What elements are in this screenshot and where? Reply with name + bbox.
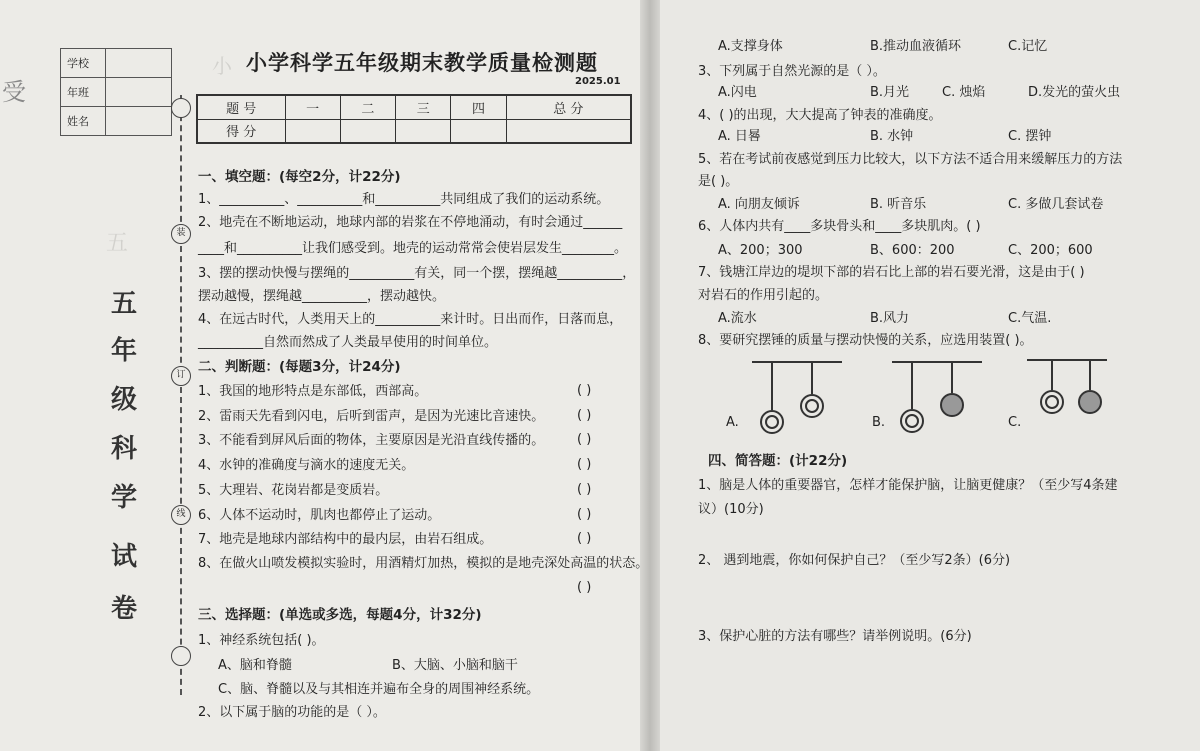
choice-option[interactable]: B.推动血液循环 bbox=[870, 39, 962, 54]
answer-blank[interactable]: ( ) bbox=[577, 482, 592, 497]
short-answer-question: 3、保护心脏的方法有哪些？请举例说明。(6分) bbox=[698, 629, 972, 644]
score-cell[interactable] bbox=[285, 119, 340, 143]
page-fold bbox=[640, 0, 660, 751]
choice-question: 4、( )的出现，大大提高了钟表的准确度。 bbox=[698, 108, 942, 123]
choice-option[interactable]: D.发光的萤火虫 bbox=[1028, 85, 1121, 100]
fill-blank-line: __________自然而然成了人类最早使用的时间单位。 bbox=[198, 335, 498, 350]
binding-hole bbox=[171, 646, 191, 666]
choice-option[interactable]: C. 多做几套试卷 bbox=[1008, 197, 1104, 212]
choice-option[interactable]: B. 水钟 bbox=[870, 129, 914, 144]
judge-item: 8、在做火山喷发模拟实验时，用酒精灯加热，模拟的是地壳深处高温的状态。 bbox=[198, 556, 649, 571]
judge-item: 3、不能看到屏风后面的物体，主要原因是光沿直线传播的。 bbox=[198, 433, 545, 448]
show-through-mark: 受 bbox=[2, 78, 26, 106]
choice-question: 8、要研究摆锤的质量与摆动快慢的关系，应选用装置( )。 bbox=[698, 333, 1033, 348]
section3-heading: 三、选择题：(单选或多选，每题4分，计32分) bbox=[198, 607, 482, 623]
choice-option[interactable]: C. 烛焰 bbox=[942, 85, 986, 100]
choice-option[interactable]: C、脑、脊髓以及与其相连并遍布全身的周围神经系统。 bbox=[218, 682, 540, 697]
student-info-box bbox=[60, 48, 172, 136]
section2-heading: 二、判断题：(每题3分，计24分) bbox=[198, 359, 401, 375]
choice-option[interactable]: A、脑和脊髓 bbox=[218, 658, 292, 673]
score-header-cell: 三 bbox=[396, 95, 451, 119]
choice-option[interactable]: B. 听音乐 bbox=[870, 197, 927, 212]
judge-item: 7、地壳是地球内部结构中的最内层，由岩石组成。 bbox=[198, 532, 493, 547]
short-answer-question: 2、 遇到地震，你如何保护自己？（至少写2条）(6分) bbox=[698, 553, 1011, 568]
score-cell[interactable] bbox=[506, 119, 631, 143]
exam-title: 小学科学五年级期末教学质量检测题 bbox=[246, 51, 598, 75]
fill-blank-line: 4、在远古时代，人类用天上的__________来计时。日出而作，日落而息， bbox=[198, 312, 623, 327]
vertical-title-char: 试 bbox=[110, 542, 137, 572]
score-row-label: 得 分 bbox=[197, 119, 285, 143]
choice-question: 1、神经系统包括( )。 bbox=[198, 633, 325, 648]
choice-option[interactable]: C、200；600 bbox=[1008, 243, 1093, 258]
answer-blank[interactable]: ( ) bbox=[577, 408, 592, 423]
fill-blank-line: 摆动越慢，摆绳越__________，摆动越快。 bbox=[198, 289, 446, 304]
score-cell[interactable] bbox=[451, 119, 506, 143]
answer-blank[interactable]: ( ) bbox=[577, 531, 592, 546]
class-label: 年班 bbox=[61, 78, 106, 107]
judge-item: 2、雷雨天先看到闪电，后听到雷声，是因为光速比音速快。 bbox=[198, 409, 545, 424]
binding-hole: 装 bbox=[171, 224, 191, 244]
answer-blank[interactable]: ( ) bbox=[577, 507, 592, 522]
vertical-title-char: 级 bbox=[110, 385, 137, 415]
choice-option[interactable]: C.记忆 bbox=[1008, 39, 1048, 54]
choice-question: 对岩石的作用引起的。 bbox=[698, 288, 829, 303]
show-through-mark: 小 bbox=[212, 54, 232, 78]
vertical-title-char: 学 bbox=[110, 483, 137, 513]
section1-heading: 一、填空题：(每空2分，计22分) bbox=[198, 169, 401, 185]
fill-blank-line: 1、__________、__________和__________共同组成了我们的运动系统。 bbox=[198, 192, 610, 207]
class-field[interactable] bbox=[106, 78, 172, 107]
vertical-title-char: 卷 bbox=[110, 594, 137, 624]
choice-option[interactable]: A、200；300 bbox=[718, 243, 803, 258]
short-answer-question: 1、脑是人体的重要器官，怎样才能保护脑，让脑更健康？（至少写4条建 bbox=[698, 478, 1118, 493]
judge-item: 6、人体不运动时，肌肉也都停止了运动。 bbox=[198, 508, 441, 523]
choice-option[interactable]: C.气温. bbox=[1008, 311, 1052, 326]
choice-option[interactable]: A.闪电 bbox=[718, 85, 757, 100]
choice-question: 6、人体内共有____多块骨头和____多块肌肉。( ) bbox=[698, 219, 981, 234]
score-cell[interactable] bbox=[340, 119, 395, 143]
answer-blank[interactable]: ( ) bbox=[577, 432, 592, 447]
exam-date: 2025.01 bbox=[575, 76, 621, 87]
choice-option[interactable]: A.流水 bbox=[718, 311, 757, 326]
answer-blank[interactable]: ( ) bbox=[577, 383, 592, 398]
fill-blank-line: 3、摆的摆动快慢与摆绳的__________有关，同一个摆，摆绳越__________， bbox=[198, 266, 636, 281]
choice-option[interactable]: B、600：200 bbox=[870, 243, 955, 258]
pendulum-figure bbox=[712, 352, 1122, 442]
choice-question: 5、若在考试前夜感觉到压力比较大，以下方法不适合用来缓解压力的方法 bbox=[698, 152, 1123, 167]
judge-item: 5、大理岩、花岗岩都是变质岩。 bbox=[198, 483, 389, 498]
show-through-mark: 五 bbox=[106, 231, 129, 256]
section4-heading: 四、简答题：(计22分) bbox=[708, 453, 848, 469]
vertical-title-char: 五 bbox=[110, 289, 137, 319]
choice-question: 7、钱塘江岸边的堤坝下部的岩石比上部的岩石要光滑，这是由于( ) bbox=[698, 265, 1085, 280]
score-header-cell: 四 bbox=[451, 95, 506, 119]
pendulum-label-a[interactable]: A. bbox=[726, 415, 739, 430]
answer-blank[interactable]: ( ) bbox=[577, 580, 592, 595]
score-header-cell: 二 bbox=[340, 95, 395, 119]
name-label: 姓名 bbox=[61, 107, 106, 136]
judge-item: 4、水钟的准确度与滴水的速度无关。 bbox=[198, 458, 415, 473]
score-header-cell: 总 分 bbox=[506, 95, 631, 119]
school-field[interactable] bbox=[106, 49, 172, 78]
choice-question: 3、下列属于自然光源的是（ ）。 bbox=[698, 64, 886, 79]
score-table bbox=[196, 94, 632, 144]
choice-option[interactable]: A. 向朋友倾诉 bbox=[718, 197, 800, 212]
fill-blank-line: 2、地壳在不断地运动，地球内部的岩浆在不停地涌动，有时会通过______ bbox=[198, 215, 623, 230]
score-header-cell: 一 bbox=[285, 95, 340, 119]
choice-question: 2、以下属于脑的功能的是（ ）。 bbox=[198, 705, 386, 720]
binding-hole bbox=[171, 98, 191, 118]
choice-option[interactable]: C. 摆钟 bbox=[1008, 129, 1052, 144]
vertical-title-char: 科 bbox=[110, 434, 137, 464]
binding-hole: 线 bbox=[171, 505, 191, 525]
choice-question: 是( )。 bbox=[698, 174, 739, 189]
choice-option[interactable]: A.支撑身体 bbox=[718, 39, 783, 54]
pendulum-label-c[interactable]: C. bbox=[1008, 415, 1022, 430]
score-cell[interactable] bbox=[396, 119, 451, 143]
choice-option[interactable]: B.风力 bbox=[870, 311, 910, 326]
school-label: 学校 bbox=[61, 49, 106, 78]
pendulum-diagrams bbox=[712, 352, 1122, 442]
judge-item: 1、我国的地形特点是东部低，西部高。 bbox=[198, 384, 428, 399]
answer-blank[interactable]: ( ) bbox=[577, 457, 592, 472]
name-field[interactable] bbox=[106, 107, 172, 136]
binding-line bbox=[180, 95, 182, 695]
short-answer-question: 议）(10分) bbox=[698, 502, 764, 517]
fill-blank-line: ____和__________让我们感受到。地壳的运动常常会使岩层发生________。 bbox=[198, 241, 628, 256]
binding-hole: 订 bbox=[171, 366, 191, 386]
score-header-cell: 题 号 bbox=[197, 95, 285, 119]
pendulum-label-b[interactable]: B. bbox=[872, 415, 886, 430]
choice-option[interactable]: B.月光 bbox=[870, 85, 910, 100]
choice-option[interactable]: B、大脑、小脑和脑干 bbox=[392, 658, 518, 673]
vertical-title-char: 年 bbox=[110, 336, 137, 366]
choice-option[interactable]: A. 日晷 bbox=[718, 129, 761, 144]
